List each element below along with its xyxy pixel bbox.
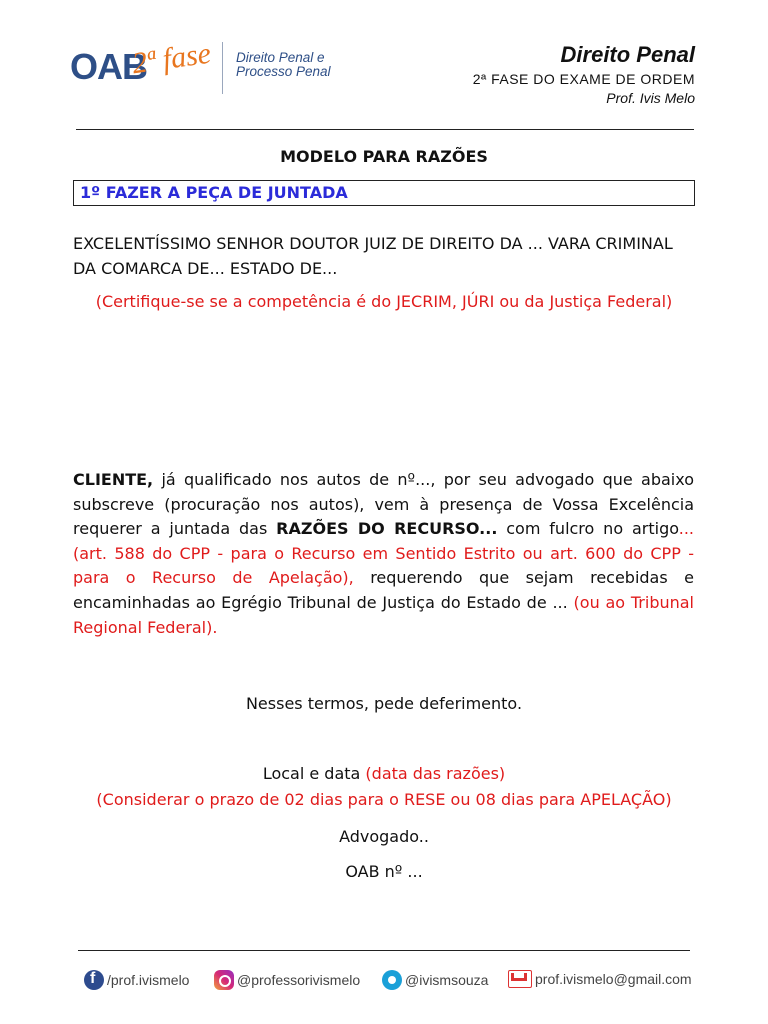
skype-link[interactable] — [382, 970, 488, 990]
local-date — [72, 764, 696, 783]
logo-subtitle-line2: Processo Penal — [236, 64, 331, 79]
email-address: prof.ivismelo@gmail.com — [535, 971, 692, 987]
header-divider — [76, 129, 694, 130]
instagram-handle: @professorivismelo — [237, 972, 361, 988]
instagram-icon — [214, 970, 234, 990]
juntada-step-box — [73, 180, 695, 206]
paragraph-text-1: já qualificado nos autos de nº..., por seu advogado que abaixo subscreve (procuração nos autos), vem à presença de Vossa Excelência requerer a juntada das — [73, 470, 694, 539]
paragraph-text-3: requerendo que sejam recebidas e encaminhadas ao Egrégio Tribunal de Justiça do Estado de ... — [73, 568, 694, 612]
article-note: ... (art. 588 do CPP - para o Recurso em Sentido Estrito ou art. 600 do CPP - para o Recurso de Apelação), — [73, 519, 694, 588]
skype-icon — [382, 970, 402, 990]
court-address — [73, 232, 697, 281]
header-subtitle: 2ª FASE DO EXAME DE ORDEM — [472, 71, 695, 87]
paragraph-text-2: com fulcro no artigo — [497, 519, 679, 539]
header-info — [473, 42, 695, 106]
logo-subtitle-line1: Direito Penal e — [236, 50, 325, 65]
social-footer — [80, 966, 700, 996]
petition-paragraph — [73, 468, 694, 640]
lawyer-signature: Advogado.. — [339, 827, 429, 846]
instagram-link[interactable] — [214, 970, 360, 990]
footer-divider — [78, 950, 690, 951]
local-note: (data das razões) — [365, 764, 506, 783]
oab-number: OAB nº ... — [345, 862, 423, 881]
header-title: Direito Penal — [560, 42, 695, 67]
skype-handle: @ivismsouza — [405, 972, 489, 988]
deadline-note: (Considerar o prazo de 02 dias para o RESE ou 08 dias para APELAÇÃO) — [96, 790, 672, 809]
logo-fase-text: 2ª fase — [130, 36, 213, 81]
closing-text: Nesses termos, pede deferimento. — [245, 694, 523, 713]
logo-subtitle — [236, 51, 331, 79]
address-line2: DA COMARCA DE... ESTADO DE... — [73, 258, 338, 278]
model-title: MODELO PARA RAZÕES — [280, 147, 488, 166]
facebook-icon — [84, 970, 104, 990]
logo-oab-text: OAB — [70, 46, 147, 87]
facebook-link[interactable] — [84, 970, 189, 990]
oab-2a-fase-logo — [70, 36, 350, 100]
address-line1: EXCELENTÍSSIMO SENHOR DOUTOR JUIZ DE DIREITO DA ... VARA CRIMINAL — [73, 234, 673, 253]
razoes-label: RAZÕES DO RECURSO... — [276, 519, 498, 539]
competence-note: (Certifique-se se a competência é do JECRIM, JÚRI ou da Justiça Federal) — [95, 292, 673, 311]
local-label: Local e data — [262, 764, 366, 783]
logo-divider — [222, 42, 223, 94]
email-link[interactable] — [508, 970, 692, 988]
tribunal-note: (ou ao Tribunal Regional Federal). — [73, 592, 695, 637]
client-label: CLIENTE, — [73, 470, 154, 489]
header-professor: Prof. Ivis Melo — [606, 90, 695, 106]
gmail-icon — [508, 970, 532, 988]
facebook-handle: /prof.ivismelo — [107, 972, 190, 988]
juntada-step-text: 1º FAZER A PEÇA DE JUNTADA — [80, 183, 348, 202]
